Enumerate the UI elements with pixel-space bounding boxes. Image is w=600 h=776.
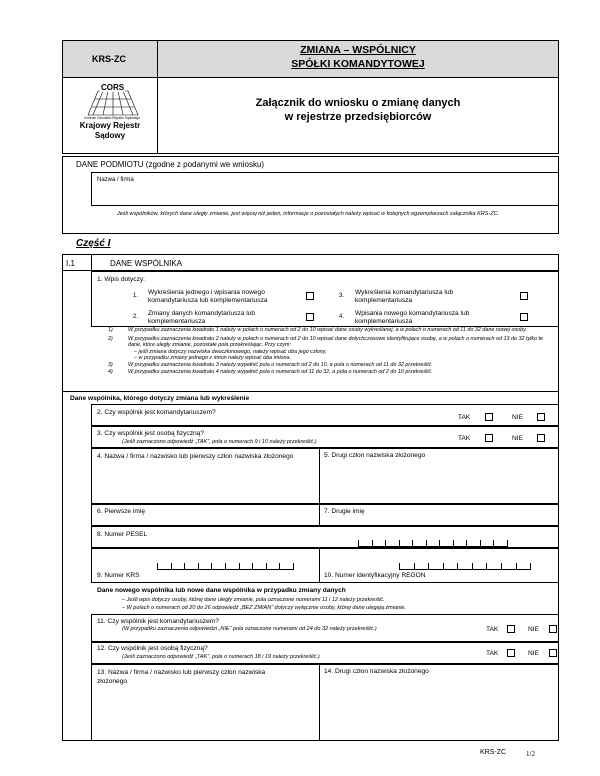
option-4-num: 4. xyxy=(339,314,345,320)
option-4-checkbox[interactable] xyxy=(520,313,528,321)
section-number-divider xyxy=(91,254,92,271)
f7-label: 7. Drugie imię xyxy=(324,508,365,515)
f8-label: 8. Numer PESEL xyxy=(97,531,148,538)
f14-label: 14. Drugi człon nazwiska złożonego xyxy=(324,668,429,675)
entity-note: Jeśli wspólników, których dane uległy zmianie, jest więcej niż jeden, informacje o pozostałych należy wpisać w kolejnych egzemplarzach załącznika KRS-ZC. xyxy=(117,211,500,217)
new-partner-note-1: – Jeśli wpis dotyczy osoby, której dane uległy zmianie, pola oznaczone numerami 11 i 12 należy przekreślić. xyxy=(122,597,385,603)
f6-label: 6. Pierwsze imię xyxy=(97,508,146,515)
footnotes xyxy=(108,327,548,375)
footnote-indent xyxy=(108,355,134,362)
form-subtitle-line2: w rejestrze przedsiębiorców xyxy=(284,111,432,123)
form-title-line1: ZMIANA – WSPÓLNICY xyxy=(300,44,416,56)
q2-no-checkbox[interactable] xyxy=(537,413,545,421)
section-title: DANE WSPÓLNIKA xyxy=(110,259,183,268)
q2-no-label: NIE xyxy=(512,414,523,421)
q3-label: 3. Czy wspólnik jest osobą fizyczną? xyxy=(97,430,205,437)
entry-type-label: 1. Wpis dotyczy: xyxy=(97,276,146,283)
f5-label: 5. Drugi człon nazwiska złożonego xyxy=(324,452,426,459)
q11-yes-label: TAK xyxy=(486,626,499,633)
option-2-text: Zmiany danych komandytariusza lub komplementariusza xyxy=(148,310,256,325)
removed-divider xyxy=(62,391,559,392)
footnote-text: W przypadku zaznaczenia kwadratu 4 należy wypełnić pola o numerach od 11 do 32, a pola o numerach od 2 do 10 przekreślić. xyxy=(128,368,433,375)
footnote-text: – w przypadku zmiany jednego z imion należy wpisać oba imiona. xyxy=(134,355,292,362)
q3-yes-label: TAK xyxy=(458,435,471,442)
logo-subtext: Centrum Ośrodków Rejestru Sądowego xyxy=(83,116,141,120)
footnote-num: 4) xyxy=(108,368,113,375)
q2-yes-label: TAK xyxy=(458,414,471,421)
entity-heading: DANE PODMIOTU (zgodne z podanymi we wniosku) xyxy=(76,160,265,169)
option-4-text: Wpisania nowego komandytariusza lub komplementariusza xyxy=(355,310,470,325)
footnote-text: W przypadku zaznaczenia kwadratu 1 należy w polach o numerach od 2 do 10 wpisać dane osoby wykreślanej, a w polach o numerach od 11 do 32 dane nowej osoby. xyxy=(128,327,527,333)
q12-no-label: NIE xyxy=(528,650,539,657)
option-2-num: 2. xyxy=(133,314,139,320)
option-3-text: Wykreślenia komandytariusza lub komplementariusza xyxy=(355,289,454,304)
q12-note: (Jeśli zaznaczono odpowiedź „TAK”, pola o numerach 18 i 19 należy przekreślić.) xyxy=(122,654,320,660)
new-partner-note-2: – W polach o numerach od 20 do 26 odpowiedź „BEZ ZMIAN” dotyczy wyłącznie osoby, której dane ulegają zmianie. xyxy=(122,605,406,611)
footnote-text: – jeśli zmiana dotyczy nazwiska dwuczłonowego, należy wpisać oba jego człony, xyxy=(134,348,327,355)
q11-yes-checkbox[interactable] xyxy=(507,625,515,633)
footnote-text: W przypadku zaznaczenia kwadratu 2 należy w polach o numerach od 2 do 10 wpisać dane dotychczasowe identyfikujące osobę, a w polach o numerach od 13 do 32 tylko te dane, które uległy zmianie, pozostałe pola przekreślając. Przy czym: xyxy=(128,335,544,349)
pesel-digit-boxes[interactable] xyxy=(358,540,508,547)
q3-yes-checkbox[interactable] xyxy=(485,434,493,442)
q3-note: (Jeśli zaznaczono odpowiedź „TAK”, pola o numerach 9 i 10 należy przekreślić.) xyxy=(122,439,317,445)
part-label: Część I xyxy=(76,238,111,249)
footnote-num: 1) xyxy=(108,327,113,333)
q3-no-label: NIE xyxy=(512,435,523,442)
q11-note: (W przypadku zaznaczenia odpowiedzi „NIE” pola oznaczone numerami od 24 do 32 należy przekreślić.) xyxy=(122,626,377,632)
q11-no-label: NIE xyxy=(528,626,539,633)
form-title-line2: SPÓŁKI KOMANDYTOWEJ xyxy=(291,58,425,70)
option-2-checkbox[interactable] xyxy=(306,313,314,321)
form-subtitle-line1: Załącznik do wniosku o zmianę danych xyxy=(255,97,461,109)
q11-no-checkbox[interactable] xyxy=(549,625,557,633)
registry-line1: Krajowy Rejestr xyxy=(79,121,141,130)
option-3-num: 3. xyxy=(339,293,345,299)
q3-no-checkbox[interactable] xyxy=(537,434,545,442)
f4-label: 4. Nazwa / firma / nazwisko lub pierwszy człon nazwiska złożonego xyxy=(97,453,294,460)
q2-label: 2. Czy wspólnik jest komandytariuszem? xyxy=(97,409,216,416)
footnote-num: 3) xyxy=(108,361,113,368)
new-partner-heading: Dane nowego wspólnika lub nowe dane wspólnika w przypadku zmiany danych xyxy=(97,587,346,594)
q2-yes-checkbox[interactable] xyxy=(485,413,493,421)
footnote-num: 2) xyxy=(108,335,113,342)
footer-page: 1/2 xyxy=(526,750,535,758)
q12-no-checkbox[interactable] xyxy=(549,649,557,657)
q11-label: 11. Czy wspólnik jest komandytariuszem? xyxy=(97,618,219,625)
entity-name-label: Nazwa / firma xyxy=(97,177,134,183)
option-1-checkbox[interactable] xyxy=(306,292,314,300)
entity-name-field[interactable] xyxy=(91,172,559,206)
krs-digit-boxes[interactable] xyxy=(157,563,294,570)
footer-code: KRS-ZC xyxy=(480,749,507,756)
f9-label: 9. Numer KRS xyxy=(97,572,140,579)
form-code: KRS-ZC xyxy=(92,54,126,64)
f14-field[interactable] xyxy=(319,664,559,741)
f10-label: 10. Numer identyfikacyjny REGON xyxy=(324,572,426,579)
logo-text: CORS xyxy=(101,83,125,92)
footnote-text: W przypadku zaznaczenia kwadratu 3 należy wypełnić pola o numerach od 2 do 10, a pola o numerach od 11 do 32 przekreślić. xyxy=(128,361,433,368)
section-number: I.1 xyxy=(66,259,75,268)
regon-digit-boxes[interactable] xyxy=(399,563,531,570)
q12-yes-checkbox[interactable] xyxy=(507,649,515,657)
registry-line2: Sądowy xyxy=(94,131,126,140)
option-1-text: Wykreślenia jednego i wpisania nowego komandytariusza lub komplementariusza xyxy=(148,289,268,304)
q12-yes-label: TAK xyxy=(486,650,499,657)
footnote-indent xyxy=(108,349,134,356)
option-3-checkbox[interactable] xyxy=(520,292,528,300)
f13-label: 13. Nazwa / firma / nazwisko lub pierwszy człon nazwiska złożonego xyxy=(97,669,266,685)
q12-label: 12. Czy wspólnik jest osobą fizyczną? xyxy=(97,645,208,652)
option-1-num: 1. xyxy=(133,293,139,299)
removed-heading: Dane wspólnika, którego dotyczy zmiana lub wykreślenie xyxy=(70,395,250,402)
